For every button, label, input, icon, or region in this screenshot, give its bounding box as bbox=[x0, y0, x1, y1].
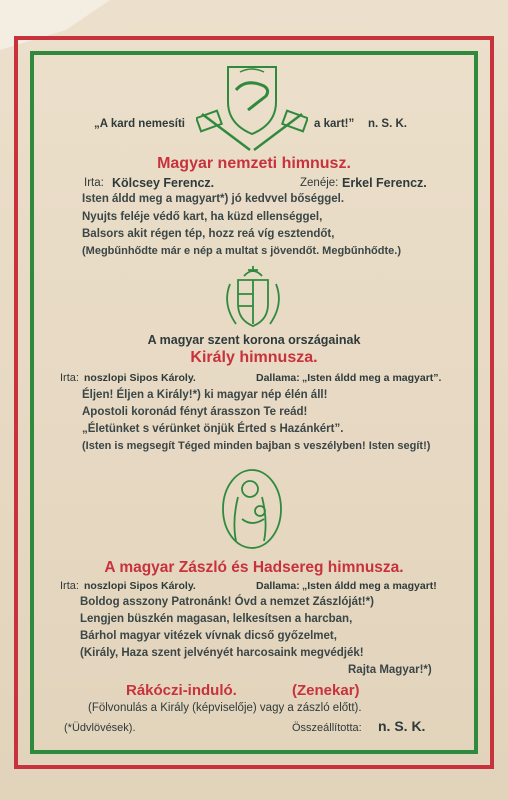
verse-line: Balsors akit régen tép, hozz reá víg esztendőt, bbox=[82, 228, 335, 240]
composer-label: Zenéje: bbox=[300, 177, 339, 189]
melody-label: Dallama: bbox=[256, 372, 300, 384]
verse-line: Éljen! Éljen a Király!*) ki magyar nép élén áll! bbox=[82, 389, 328, 401]
madonna-medallion-icon bbox=[220, 467, 284, 551]
author-label: Irta: bbox=[60, 580, 79, 592]
melody-label: Dallama: bbox=[256, 580, 300, 592]
verse-line: Apostoli koronád fényt árasszon Te reád! bbox=[82, 406, 308, 418]
verse-line: Isten áldd meg a magyart*) jó kedvvel bőséggel. bbox=[82, 193, 345, 205]
author-name: noszlopi Sipos Károly. bbox=[84, 372, 196, 384]
verse-line: „Életünket s vérünket önjük Érted s Hazánkért”. bbox=[82, 423, 344, 435]
verse-line: (Fölvonulás a Király (képviselője) vagy a zászló előtt). bbox=[88, 702, 362, 714]
section3-title: A magyar Zászló és Hadsereg himnusza. bbox=[104, 559, 404, 576]
motto-right: a kart!” bbox=[314, 118, 355, 130]
section4-title: Rákóczi-induló. bbox=[126, 682, 237, 699]
melody-name: „Isten áldd meg a magyart”. bbox=[302, 372, 442, 384]
footnote: (*Üdvlövések). bbox=[64, 722, 136, 734]
author-name: noszlopi Sipos Károly. bbox=[84, 580, 196, 592]
verse-line: (Megbűnhődte már e nép a multat s jövendőt. Megbűnhődte.) bbox=[82, 245, 401, 257]
section2-title: Király himnusza. bbox=[190, 349, 318, 366]
verse-line: Rajta Magyar!*) bbox=[348, 664, 432, 676]
motto-signature: n. S. K. bbox=[368, 118, 407, 130]
compiled-label: Összeállította: bbox=[292, 722, 362, 734]
verse-line: (Király, Haza szent jelvényét harcosaink megvédjék! bbox=[80, 647, 364, 659]
verse-line: Lengjen büszkén magasan, lelkesítsen a harcban, bbox=[80, 613, 353, 625]
coat-of-arms-icon bbox=[222, 264, 284, 330]
melody-name: „Isten áldd meg a magyart! bbox=[302, 580, 437, 592]
section2-pre-title: A magyar szent korona országainak bbox=[147, 333, 361, 347]
verse-line: Nyujts feléje védő kart, ha küzd ellenséggel, bbox=[82, 211, 323, 223]
section1-title: Magyar nemzeti himnusz. bbox=[157, 155, 351, 172]
verse-line: (Isten is megsegít Téged minden bajban s veszélyben! Isten segít!) bbox=[82, 440, 431, 452]
composer-name: Erkel Ferencz. bbox=[342, 176, 427, 190]
motto-left: „A kard nemesíti bbox=[94, 118, 185, 130]
shield-flags-emblem-icon bbox=[196, 62, 308, 154]
author-label: Irta: bbox=[84, 177, 104, 189]
author-name: Kölcsey Ferencz. bbox=[112, 176, 215, 190]
verse-line: Bárhol magyar vitézek vívnak dicső győzelmet, bbox=[80, 630, 337, 642]
verse-line: Boldog asszony Patronánk! Óvd a nemzet Zászlóját!*) bbox=[80, 596, 374, 608]
section4-paren: (Zenekar) bbox=[292, 682, 360, 699]
compiled-by: n. S. K. bbox=[378, 718, 426, 734]
author-label: Irta: bbox=[60, 372, 79, 384]
